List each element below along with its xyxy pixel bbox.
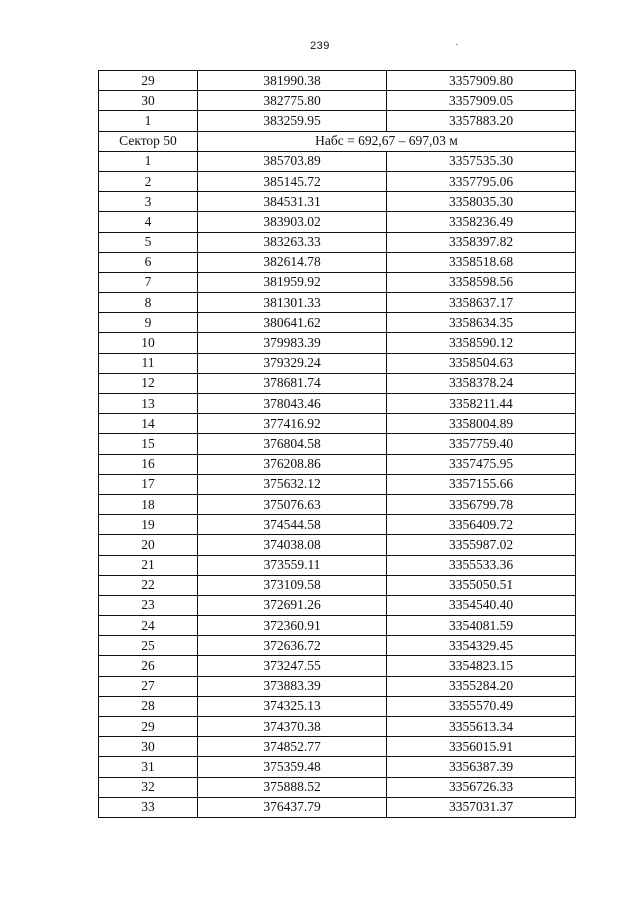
table-row [99,71,576,91]
y-coordinate-cell: 3358518.68 [387,252,576,272]
x-coordinate-cell: 373247.55 [198,656,387,676]
x-coordinate-cell: 376437.79 [198,797,387,817]
table-row [99,91,576,111]
section-label-cell: Сектор 50 [99,131,198,151]
table-row [99,454,576,474]
y-coordinate-cell: 3358598.56 [387,272,576,292]
table-row [99,232,576,252]
point-number-cell: 28 [99,696,198,716]
x-coordinate-cell: 379329.24 [198,353,387,373]
y-coordinate-cell: 3358590.12 [387,333,576,353]
x-coordinate-cell: 377416.92 [198,414,387,434]
y-coordinate-cell: 3358211.44 [387,394,576,414]
y-coordinate-cell: 3357535.30 [387,151,576,171]
x-coordinate-cell: 374370.38 [198,717,387,737]
x-coordinate-cell: 381990.38 [198,71,387,91]
point-number-cell: 15 [99,434,198,454]
x-coordinate-cell: 382775.80 [198,91,387,111]
point-number-cell: 23 [99,595,198,615]
x-coordinate-cell: 381301.33 [198,293,387,313]
x-coordinate-cell: 374325.13 [198,696,387,716]
table-row [99,535,576,555]
coordinates-table [98,70,576,818]
point-number-cell: 21 [99,555,198,575]
point-number-cell: 31 [99,757,198,777]
table-row [99,474,576,494]
table-row [99,272,576,292]
y-coordinate-cell: 3357475.95 [387,454,576,474]
y-coordinate-cell: 3355284.20 [387,676,576,696]
x-coordinate-cell: 383263.33 [198,232,387,252]
point-number-cell: 22 [99,575,198,595]
table-row [99,494,576,514]
table-row [99,737,576,757]
table-row [99,656,576,676]
point-number-cell: 18 [99,494,198,514]
y-coordinate-cell: 3358035.30 [387,192,576,212]
y-coordinate-cell: 3357883.20 [387,111,576,131]
y-coordinate-cell: 3356387.39 [387,757,576,777]
point-number-cell: 20 [99,535,198,555]
x-coordinate-cell: 380641.62 [198,313,387,333]
y-coordinate-cell: 3355570.49 [387,696,576,716]
y-coordinate-cell: 3356409.72 [387,515,576,535]
table-row [99,696,576,716]
x-coordinate-cell: 373109.58 [198,575,387,595]
x-coordinate-cell: 381959.92 [198,272,387,292]
x-coordinate-cell: 375076.63 [198,494,387,514]
coordinates-table-body [99,71,576,818]
point-number-cell: 32 [99,777,198,797]
table-row [99,353,576,373]
x-coordinate-cell: 376208.86 [198,454,387,474]
x-coordinate-cell: 375359.48 [198,757,387,777]
x-coordinate-cell: 374544.58 [198,515,387,535]
y-coordinate-cell: 3355987.02 [387,535,576,555]
table-row [99,394,576,414]
point-number-cell: 27 [99,676,198,696]
table-row [99,777,576,797]
y-coordinate-cell: 3358634.35 [387,313,576,333]
y-coordinate-cell: 3354540.40 [387,595,576,615]
y-coordinate-cell: 3354823.15 [387,656,576,676]
x-coordinate-cell: 375632.12 [198,474,387,494]
y-coordinate-cell: 3354329.45 [387,636,576,656]
point-number-cell: 9 [99,313,198,333]
y-coordinate-cell: 3358504.63 [387,353,576,373]
table-row [99,414,576,434]
y-coordinate-cell: 3358004.89 [387,414,576,434]
point-number-cell: 13 [99,394,198,414]
point-number-cell: 11 [99,353,198,373]
point-number-cell: 16 [99,454,198,474]
point-number-cell: 1 [99,111,198,131]
x-coordinate-cell: 372691.26 [198,595,387,615]
section-header-row [99,131,576,151]
y-coordinate-cell: 3357795.06 [387,171,576,191]
point-number-cell: 4 [99,212,198,232]
table-row [99,515,576,535]
x-coordinate-cell: 385703.89 [198,151,387,171]
y-coordinate-cell: 3355050.51 [387,575,576,595]
x-coordinate-cell: 383259.95 [198,111,387,131]
x-coordinate-cell: 373559.11 [198,555,387,575]
x-coordinate-cell: 372360.91 [198,616,387,636]
y-coordinate-cell: 3357909.80 [387,71,576,91]
x-coordinate-cell: 383903.02 [198,212,387,232]
table-row [99,555,576,575]
x-coordinate-cell: 382614.78 [198,252,387,272]
x-coordinate-cell: 373883.39 [198,676,387,696]
point-number-cell: 5 [99,232,198,252]
x-coordinate-cell: 379983.39 [198,333,387,353]
x-coordinate-cell: 378681.74 [198,373,387,393]
table-row [99,192,576,212]
table-row [99,575,576,595]
point-number-cell: 12 [99,373,198,393]
x-coordinate-cell: 374852.77 [198,737,387,757]
table-row [99,595,576,615]
y-coordinate-cell: 3358397.82 [387,232,576,252]
point-number-cell: 17 [99,474,198,494]
point-number-cell: 29 [99,71,198,91]
point-number-cell: 10 [99,333,198,353]
y-coordinate-cell: 3357759.40 [387,434,576,454]
table-row [99,757,576,777]
table-row [99,212,576,232]
point-number-cell: 1 [99,151,198,171]
scan-speck [456,44,458,45]
point-number-cell: 30 [99,737,198,757]
point-number-cell: 3 [99,192,198,212]
x-coordinate-cell: 375888.52 [198,777,387,797]
point-number-cell: 25 [99,636,198,656]
y-coordinate-cell: 3357031.37 [387,797,576,817]
y-coordinate-cell: 3356799.78 [387,494,576,514]
x-coordinate-cell: 384531.31 [198,192,387,212]
x-coordinate-cell: 378043.46 [198,394,387,414]
point-number-cell: 24 [99,616,198,636]
y-coordinate-cell: 3357155.66 [387,474,576,494]
y-coordinate-cell: 3358236.49 [387,212,576,232]
table-row [99,333,576,353]
table-row [99,434,576,454]
table-row [99,797,576,817]
y-coordinate-cell: 3357909.05 [387,91,576,111]
table-row [99,313,576,333]
point-number-cell: 26 [99,656,198,676]
y-coordinate-cell: 3356015.91 [387,737,576,757]
y-coordinate-cell: 3355613.34 [387,717,576,737]
point-number-cell: 2 [99,171,198,191]
y-coordinate-cell: 3354081.59 [387,616,576,636]
point-number-cell: 14 [99,414,198,434]
table-row [99,616,576,636]
page-number: 239 [310,40,330,52]
table-row [99,151,576,171]
table-row [99,676,576,696]
point-number-cell: 7 [99,272,198,292]
y-coordinate-cell: 3358378.24 [387,373,576,393]
x-coordinate-cell: 372636.72 [198,636,387,656]
x-coordinate-cell: 385145.72 [198,171,387,191]
table-row [99,252,576,272]
absolute-height-cell: Набс = 692,67 – 697,03 м [198,131,576,151]
y-coordinate-cell: 3355533.36 [387,555,576,575]
table-row [99,636,576,656]
point-number-cell: 8 [99,293,198,313]
table-row [99,111,576,131]
point-number-cell: 29 [99,717,198,737]
table-row [99,293,576,313]
table-row [99,373,576,393]
point-number-cell: 6 [99,252,198,272]
y-coordinate-cell: 3358637.17 [387,293,576,313]
point-number-cell: 30 [99,91,198,111]
point-number-cell: 19 [99,515,198,535]
point-number-cell: 33 [99,797,198,817]
x-coordinate-cell: 376804.58 [198,434,387,454]
y-coordinate-cell: 3356726.33 [387,777,576,797]
table-row [99,171,576,191]
table-row [99,717,576,737]
x-coordinate-cell: 374038.08 [198,535,387,555]
